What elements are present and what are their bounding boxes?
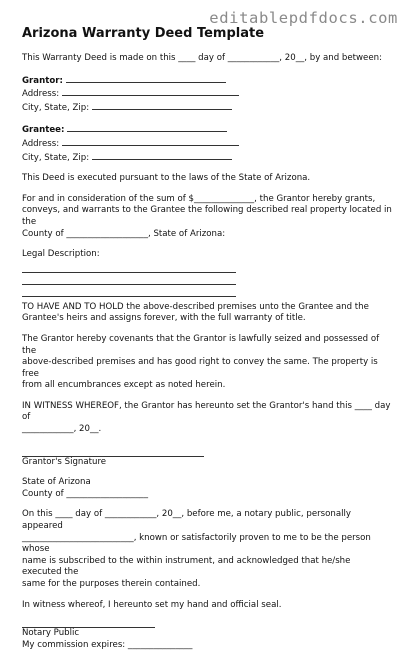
grantee-name-field[interactable] — [67, 123, 227, 132]
deed-document — [22, 26, 392, 651]
grantee-address-line — [22, 137, 392, 151]
witness-line-2: ____________, 20__. — [22, 424, 102, 435]
witness-line-1: IN WITNESS WHEREOF, the Grantor has hereunto set the Grantor's hand this ____ day of — [22, 400, 391, 423]
grantee-address-label: Address: — [22, 138, 60, 149]
grantor-address-field[interactable] — [62, 87, 239, 96]
notary-line-1: On this ____ day of ____________, 20__, before me, a notary public, personally appeared — [22, 509, 351, 532]
legal-description-line[interactable] — [22, 273, 236, 285]
county-line: County of ___________________ — [22, 488, 148, 499]
commission-expires-line: My commission expires: _______________ — [22, 639, 193, 650]
grantee-city-label: City, State, Zip: — [22, 152, 90, 163]
grantor-name-line — [22, 74, 392, 88]
intro-paragraph: This Warranty Deed is made on this ____ day of ____________, 20__, by and between: — [22, 53, 382, 63]
notary-signature-line[interactable] — [22, 616, 155, 628]
grantor-signature-label: Grantor's Signature — [22, 456, 107, 467]
legal-description-label: Legal Description: — [22, 249, 100, 260]
legal-description-line[interactable] — [22, 285, 236, 297]
consideration-line-2: conveys, and warrants to the Grantee the following described real property located in the — [22, 205, 392, 227]
grantor-address-line — [22, 87, 392, 101]
grantor-city-label: City, State, Zip: — [22, 102, 90, 113]
state-line: State of Arizona — [22, 477, 91, 488]
grantor-signature-line[interactable] — [22, 445, 204, 457]
notary-public-label: Notary Public — [22, 628, 80, 639]
grantee-name-line — [22, 123, 392, 137]
covenant-line-3: from all encumbrances except as noted herein. — [22, 380, 226, 391]
notary-line-3: name is subscribed to the within instrument, and acknowledged that he/she executed the — [22, 555, 351, 578]
covenant-line-2: above-described premises and has good right to convey the same. The property is free — [22, 357, 378, 379]
consideration-line-1: For and in consideration of the sum of $______________, the Grantor hereby grants, — [22, 193, 376, 204]
grantor-city-line — [22, 101, 392, 115]
notary-line-4: same for the purposes therein contained. — [22, 579, 201, 589]
grantor-city-field[interactable] — [92, 101, 232, 110]
grantee-city-field[interactable] — [92, 151, 232, 160]
consideration-line-3: County of ___________________, State of Arizona: — [22, 228, 226, 239]
covenant-line-1: The Grantor hereby covenants that the Grantor is lawfully seized and possessed of the — [22, 333, 380, 356]
grantee-city-line — [22, 151, 392, 165]
grantor-name-field[interactable] — [66, 74, 226, 83]
grantee-heading: Grantee: — [22, 125, 65, 136]
habendum-line-1: TO HAVE AND TO HOLD the above-described premises unto the Grantee and the — [22, 301, 369, 312]
legal-description-line[interactable] — [22, 261, 236, 273]
grantor-heading: Grantor: — [22, 75, 63, 86]
habendum-line-2: Grantee's heirs and assigns forever, with the full warranty of title. — [22, 313, 306, 324]
grantor-address-label: Address: — [22, 89, 60, 100]
document-title: Arizona Warranty Deed Template — [22, 26, 265, 41]
grantee-address-field[interactable] — [62, 137, 239, 146]
notary-line-2: __________________________, known or satisfactorily proven to me to be the person whose — [22, 532, 371, 555]
site-watermark: editablepdfdocs.com — [209, 9, 398, 27]
executed-statement: This Deed is executed pursuant to the laws of the State of Arizona. — [22, 173, 311, 184]
seal-statement: In witness whereof, I hereunto set my hand and official seal. — [22, 599, 282, 610]
